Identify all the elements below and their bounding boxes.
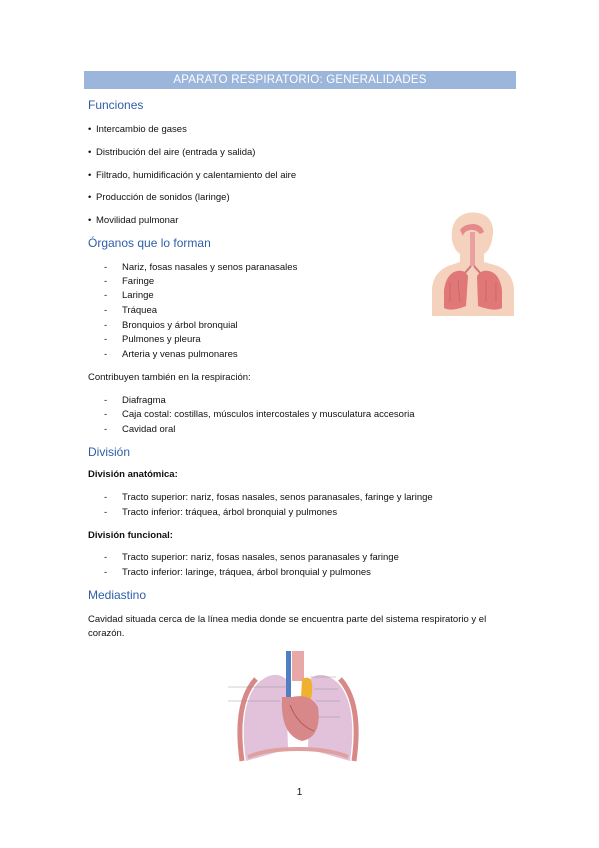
division-funcional-label: División funcional:	[88, 530, 173, 541]
list-item: • Producción de sonidos (laringe)	[88, 192, 230, 203]
heading-organos: Órganos que lo forman	[88, 236, 211, 250]
mediastino-text-line2: corazón.	[88, 628, 125, 639]
heading-division: División	[88, 445, 131, 459]
mediastinum-illustration	[218, 645, 378, 763]
page-title: APARATO RESPIRATORIO: GENERALIDADES	[84, 71, 516, 89]
document-page: APARATO RESPIRATORIO: GENERALIDADES Funciones • Intercambio de gases • Distribución del aire (entrada y salida) • Filtrado, humidificación y calentamiento del aire • Producción de sonidos (laringe) • Movilidad pulmonar Órganos que lo forman - Nariz, fosas nasales y senos paranasales - Faringe - Laringe - Tráquea - Bronquios y árbol bronquial - Pulmones y pleura - Arteria y venas pulmonares Contribuyen también en la respiración: - Diafragma - Caja costal: costillas, músculos intercostales y musculatura accesoria - Cavidad oral División División anatómica: - Tracto superior: nariz, fosas nasales, senos paranasales, faringe y laringe - Tracto inferior: tráquea, árbol bronquial y pulmones División funcional: - Tracto superior: nariz, fosas nasales, senos paranasales y faringe - Tracto inferior: laringe, tráquea, árbol bronquial y pulmones Mediastino Cavidad situada cerca de la línea media donde se encuentra parte del sistema respiratorio y el corazón. 1	[0, 0, 599, 848]
contribuyen-label: Contribuyen también en la respiración:	[88, 372, 251, 383]
heading-funciones: Funciones	[88, 98, 144, 112]
respiratory-torso-illustration	[430, 210, 516, 316]
page-number: 1	[296, 787, 303, 798]
heading-mediastino: Mediastino	[88, 588, 147, 602]
mediastino-text-line1: Cavidad situada cerca de la línea media donde se encuentra parte del sistema respiratorio y el	[88, 614, 487, 625]
division-anatomica-label: División anatómica:	[88, 469, 178, 480]
list-item: • Filtrado, humidificación y calentamiento del aire	[88, 170, 297, 181]
list-item: • Movilidad pulmonar	[88, 215, 179, 226]
list-item: • Distribución del aire (entrada y salida)	[88, 147, 256, 158]
list-item: • Intercambio de gases	[88, 124, 187, 135]
